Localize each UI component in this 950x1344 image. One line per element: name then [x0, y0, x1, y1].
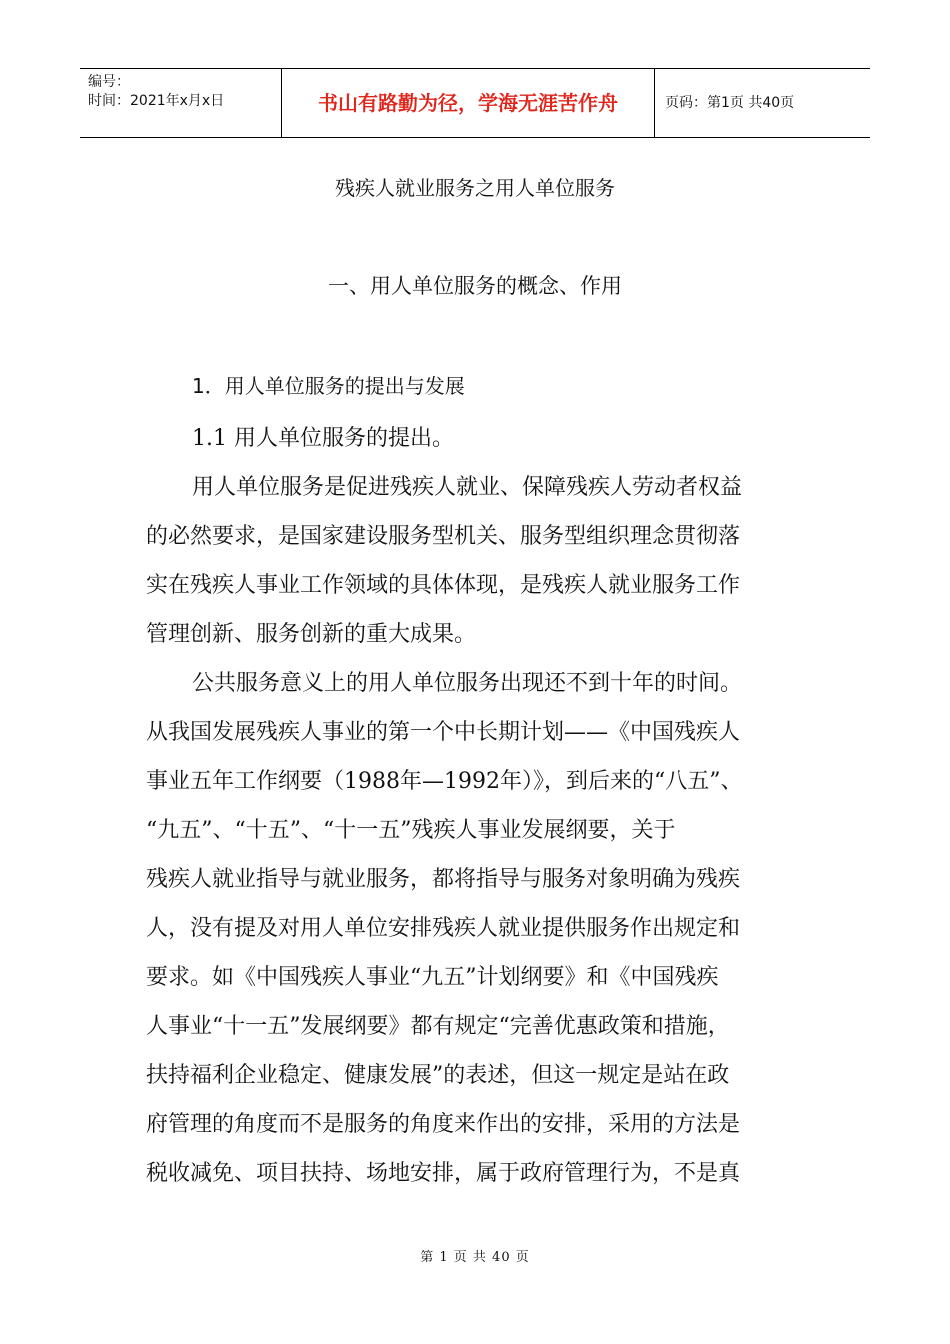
paragraph-line: 要求。如《中国残疾人事业“九五”计划纲要》和《中国残疾 — [146, 965, 719, 990]
number-label: 编号： — [88, 74, 130, 90]
paragraph-line: 管理创新、服务创新的重大成果。 — [146, 622, 477, 647]
page-footer: 第 1 页 共 40 页 — [420, 1250, 530, 1265]
paragraph-line: 府管理的角度而不是服务的角度来作出的安排，采用的方法是 — [146, 1112, 741, 1137]
paragraph-line: 实在残疾人事业工作领域的具体体现，是残疾人就业服务工作 — [146, 573, 741, 598]
document-header — [80, 68, 870, 138]
paragraph-line: “九五”、“十五”、“十一五”残疾人事业发展纲要，关于 — [146, 818, 676, 843]
paragraph-line: 扶持福利企业稳定、健康发展”的表述，但这一规定是站在政 — [146, 1063, 730, 1088]
paragraph-line: 从我国发展残疾人事业的第一个中长期计划——《中国残疾人 — [146, 720, 741, 745]
paragraph-line: 人事业“十一五”发展纲要》都有规定“完善优惠政策和措施， — [146, 1014, 730, 1039]
header-page-info: 页码：第1页 共40页 — [665, 95, 795, 111]
header-motto: 书山有路勤为径，学海无涯苦作舟 — [282, 69, 655, 137]
subsection-heading: 1．用人单位服务的提出与发展 — [192, 374, 465, 398]
paragraph-line: 用人单位服务是促进残疾人就业、保障残疾人劳动者权益 — [192, 475, 743, 500]
body-text — [146, 414, 808, 1198]
paragraph-line: 残疾人就业指导与就业服务，都将指导与服务对象明确为残疾 — [146, 867, 741, 892]
paragraph-line: 的必然要求，是国家建设服务型机关、服务型组织理念贯彻落 — [146, 524, 741, 549]
paragraph-line: 公共服务意义上的用人单位服务出现还不到十年的时间。 — [192, 671, 743, 696]
paragraph-line: 人，没有提及对用人单位安排残疾人就业提供服务作出规定和 — [146, 916, 741, 941]
header-meta-cell — [80, 69, 282, 137]
paragraph-line: 事业五年工作纲要（1988年—1992年）》，到后来的“八五”、 — [146, 769, 743, 794]
paragraph-line: 1.1 用人单位服务的提出。 — [192, 426, 454, 451]
section-heading: 一、用人单位服务的概念、作用 — [328, 274, 622, 298]
time-label: 时间：2021年x月x日 — [88, 93, 225, 109]
paragraph-line: 税收减免、项目扶持、场地安排，属于政府管理行为，不是真 — [146, 1161, 741, 1186]
document-title: 残疾人就业服务之用人单位服务 — [335, 176, 615, 200]
